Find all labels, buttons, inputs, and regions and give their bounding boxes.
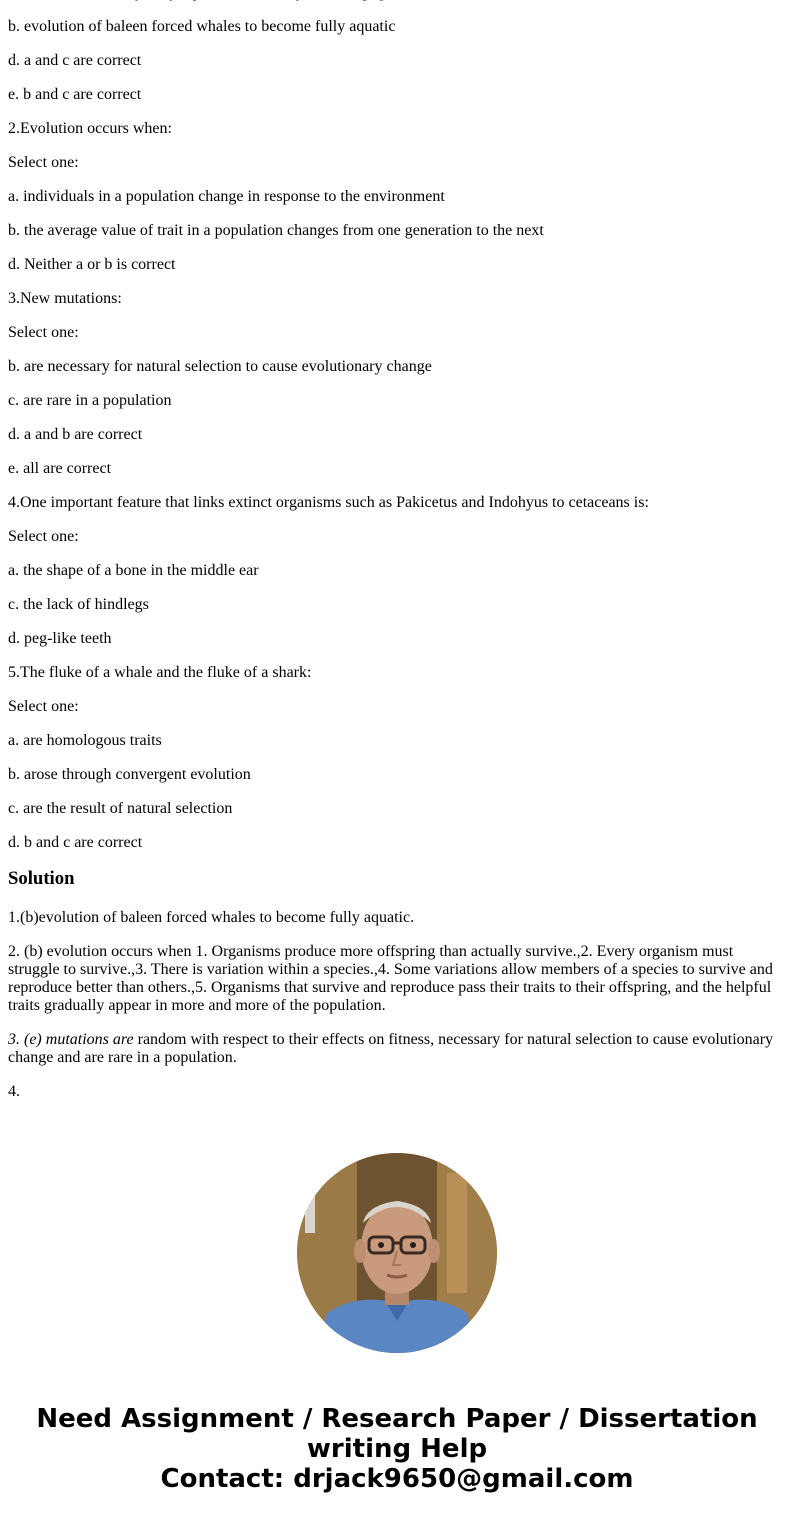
select-one-label: Select one: — [8, 698, 79, 715]
answer-option: c. the lack of hindlegs — [8, 596, 149, 613]
solution-answer-3-text: random with respect to their effects on fitness, necessary for natural selection to cause evolutionary change and are rare in a population. — [8, 1031, 774, 1066]
document-body — [8, 0, 786, 1117]
question-prompt: 3.New mutations: — [8, 290, 122, 307]
question-3 — [8, 290, 786, 478]
question-5 — [8, 664, 786, 852]
answer-option: b. arose through convergent evolution — [8, 766, 251, 783]
question-1 — [8, 0, 786, 104]
answer-option: d. Neither a or b is correct — [8, 256, 176, 273]
solution-answer-3-italic: 3. (e) mutations are — [8, 1031, 134, 1048]
answer-option: d. b and c are correct — [8, 834, 143, 851]
select-one-label: Select one: — [8, 324, 79, 341]
answer-option: d. a and b are correct — [8, 426, 143, 443]
question-prompt: 5.The fluke of a whale and the fluke of a shark: — [8, 664, 312, 681]
answer-option: a. the shape of a bone in the middle ear — [8, 562, 259, 579]
solution-answer-2: 2. (b) evolution occurs when 1. Organisms produce more offspring than actually survive.,2. Every organism must struggle to survive.,3. There is variation within a species.,4. Some variations allow members of a species to survive and reproduce better than others.,5. Organisms that survive and reproduce pass their traits to their offspring, and the helpful traits gradually appear in more and more of the population. — [8, 943, 773, 1014]
answer-option: b. evolution of baleen forced whales to become fully aquatic — [8, 18, 396, 35]
promo-banner — [0, 1404, 794, 1494]
select-one-label: Select one: — [8, 154, 79, 171]
avatar — [297, 1153, 497, 1353]
promo-line-1: Need Assignment / Research Paper / Dissertation — [36, 1404, 758, 1434]
question-prompt: 2.Evolution occurs when: — [8, 120, 172, 137]
answer-option: e. b and c are correct — [8, 86, 142, 103]
select-one-label: Select one: — [8, 528, 79, 545]
answer-option: b. the average value of trait in a population changes from one generation to the next — [8, 222, 544, 239]
answer-option: e. all are correct — [8, 460, 112, 477]
answer-option: c. are rare in a population — [8, 392, 172, 409]
answer-option: a. are homologous traits — [8, 732, 162, 749]
answer-option: c. are the result of natural selection — [8, 800, 233, 817]
answer-option: d. peg-like teeth — [8, 630, 112, 647]
answer-option — [8, 0, 786, 2]
solution-answer-4: 4. — [8, 1083, 20, 1100]
answer-option: b. are necessary for natural selection to cause evolutionary change — [8, 358, 432, 375]
promo-contact: Contact: drjack9650@gmail.com — [160, 1464, 634, 1494]
avatar-photo — [297, 1153, 497, 1353]
answer-option: d. a and c are correct — [8, 52, 142, 69]
question-4 — [8, 494, 786, 648]
solution-heading: Solution — [8, 868, 75, 889]
solution-answer-3 — [8, 1031, 786, 1067]
question-2 — [8, 120, 786, 274]
question-prompt: 4.One important feature that links extinct organisms such as Pakicetus and Indohyus to cetaceans is: — [8, 494, 649, 511]
answer-option: a. individuals in a population change in response to the environment — [8, 188, 445, 205]
promo-line-2: writing Help — [306, 1434, 488, 1464]
solution-answer-1: 1.(b)evolution of baleen forced whales to become fully aquatic. — [8, 909, 415, 926]
